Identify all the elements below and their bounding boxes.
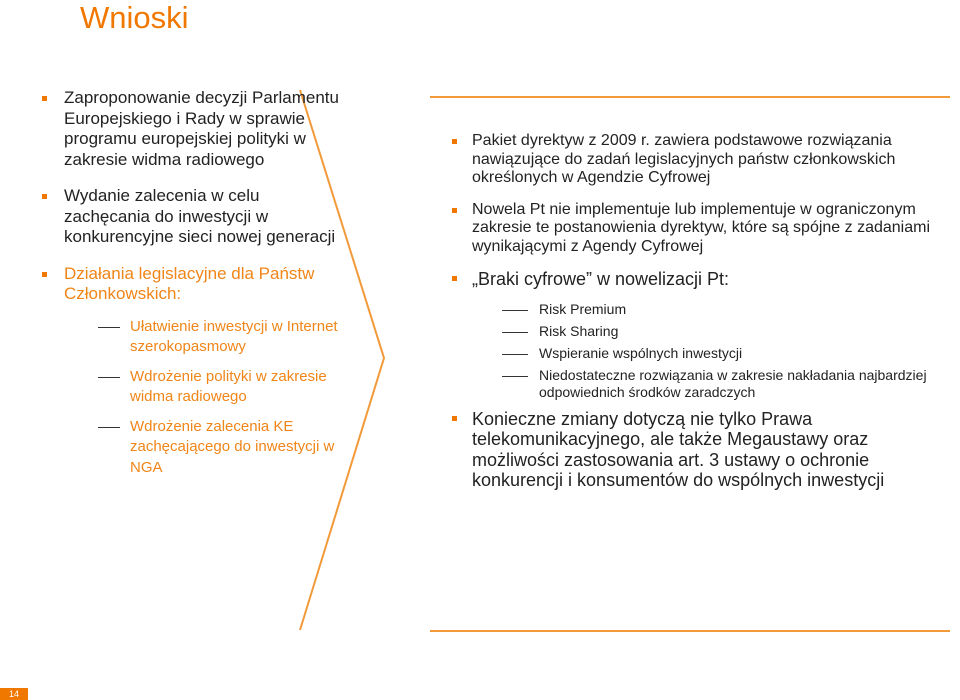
sub-list-item — [452, 367, 952, 401]
dash-bullet-icon — [502, 310, 528, 311]
sub-bullet-text: Ułatwienie inwestycji w Internet szerokopasmowy — [130, 317, 338, 355]
list-item — [452, 409, 952, 491]
square-bullet-icon — [452, 139, 457, 144]
sub-list-item — [452, 345, 952, 362]
sub-bullet-text: Wspieranie wspólnych inwestycji — [539, 344, 743, 361]
square-bullet-icon — [452, 416, 457, 421]
list-item — [42, 88, 342, 170]
square-bullet-icon — [42, 194, 47, 199]
bullet-text: Nowela Pt nie implementuje lub implementuje w ograniczonym zakresie te postanowienia dyrektyw, które są spójne z zadaniami wynikającymi z Agendy Cyfrowej — [472, 200, 931, 255]
sub-list — [452, 301, 952, 401]
square-bullet-icon — [452, 208, 457, 213]
sub-list-item — [452, 323, 952, 340]
dash-bullet-icon — [98, 377, 120, 378]
sub-bullet-text: Risk Premium — [539, 300, 627, 317]
slide-title: Wnioski — [80, 0, 189, 35]
square-bullet-icon — [42, 272, 47, 277]
square-bullet-icon — [42, 96, 47, 101]
bullet-text: Zaproponowanie decyzji Parlamentu Europejskiego i Rady w sprawie programu europejskiej polityki w zakresie widma radiowego — [64, 88, 339, 169]
list-item — [452, 132, 952, 188]
sub-bullet-text: Wdrożenie polityki w zakresie widma radiowego — [130, 367, 327, 405]
bullet-text: „Braki cyfrowe” w nowelizacji Pt: — [472, 269, 730, 289]
bullet-text: Działania legislacyjne dla Państw Członkowskich: — [64, 263, 315, 303]
bottom-divider-line — [430, 630, 950, 632]
bullet-text: Konieczne zmiany dotyczą nie tylko Prawa telekomunikacyjnego, ale także Megaustawy oraz możliwości zastosowania art. 3 ustawy o ochronie konkurencji i konsumentów do wspólnych inwestycji — [472, 408, 885, 490]
bullet-text: Wydanie zalecenia w celu zachęcania do inwestycji w konkurencyjne sieci nowej generacji — [64, 186, 336, 246]
bullet-text: Pakiet dyrektyw z 2009 r. zawiera podstawowe rozwiązania nawiązujące do zadań legislacyjnych państw członkowskich określonych w Agendzie Cyfrowej — [472, 132, 896, 186]
dash-bullet-icon — [98, 427, 120, 428]
sub-list-item — [42, 317, 342, 358]
dash-bullet-icon — [502, 332, 528, 333]
dash-bullet-icon — [502, 354, 528, 355]
right-bullet-list — [452, 132, 952, 504]
sub-bullet-text: Risk Sharing — [539, 322, 619, 339]
top-divider-line — [430, 96, 950, 98]
list-item — [452, 201, 952, 257]
square-bullet-icon — [452, 276, 457, 281]
sub-list-item — [42, 367, 342, 408]
dash-bullet-icon — [502, 376, 528, 377]
dash-bullet-icon — [98, 327, 120, 328]
sub-bullet-text: Niedostateczne rozwiązania w zakresie nakładania najbardziej odpowiednich środków zaradczych — [539, 366, 927, 400]
sub-list-item — [452, 301, 952, 318]
list-item — [42, 186, 342, 248]
page-number: 14 — [8, 689, 19, 699]
list-item — [452, 269, 952, 290]
list-item — [42, 264, 342, 305]
sub-list-item — [42, 417, 342, 479]
sub-bullet-text: Wdrożenie zalecenia KE zachęcającego do inwestycji w NGA — [130, 417, 335, 476]
left-bullet-list — [42, 88, 342, 487]
